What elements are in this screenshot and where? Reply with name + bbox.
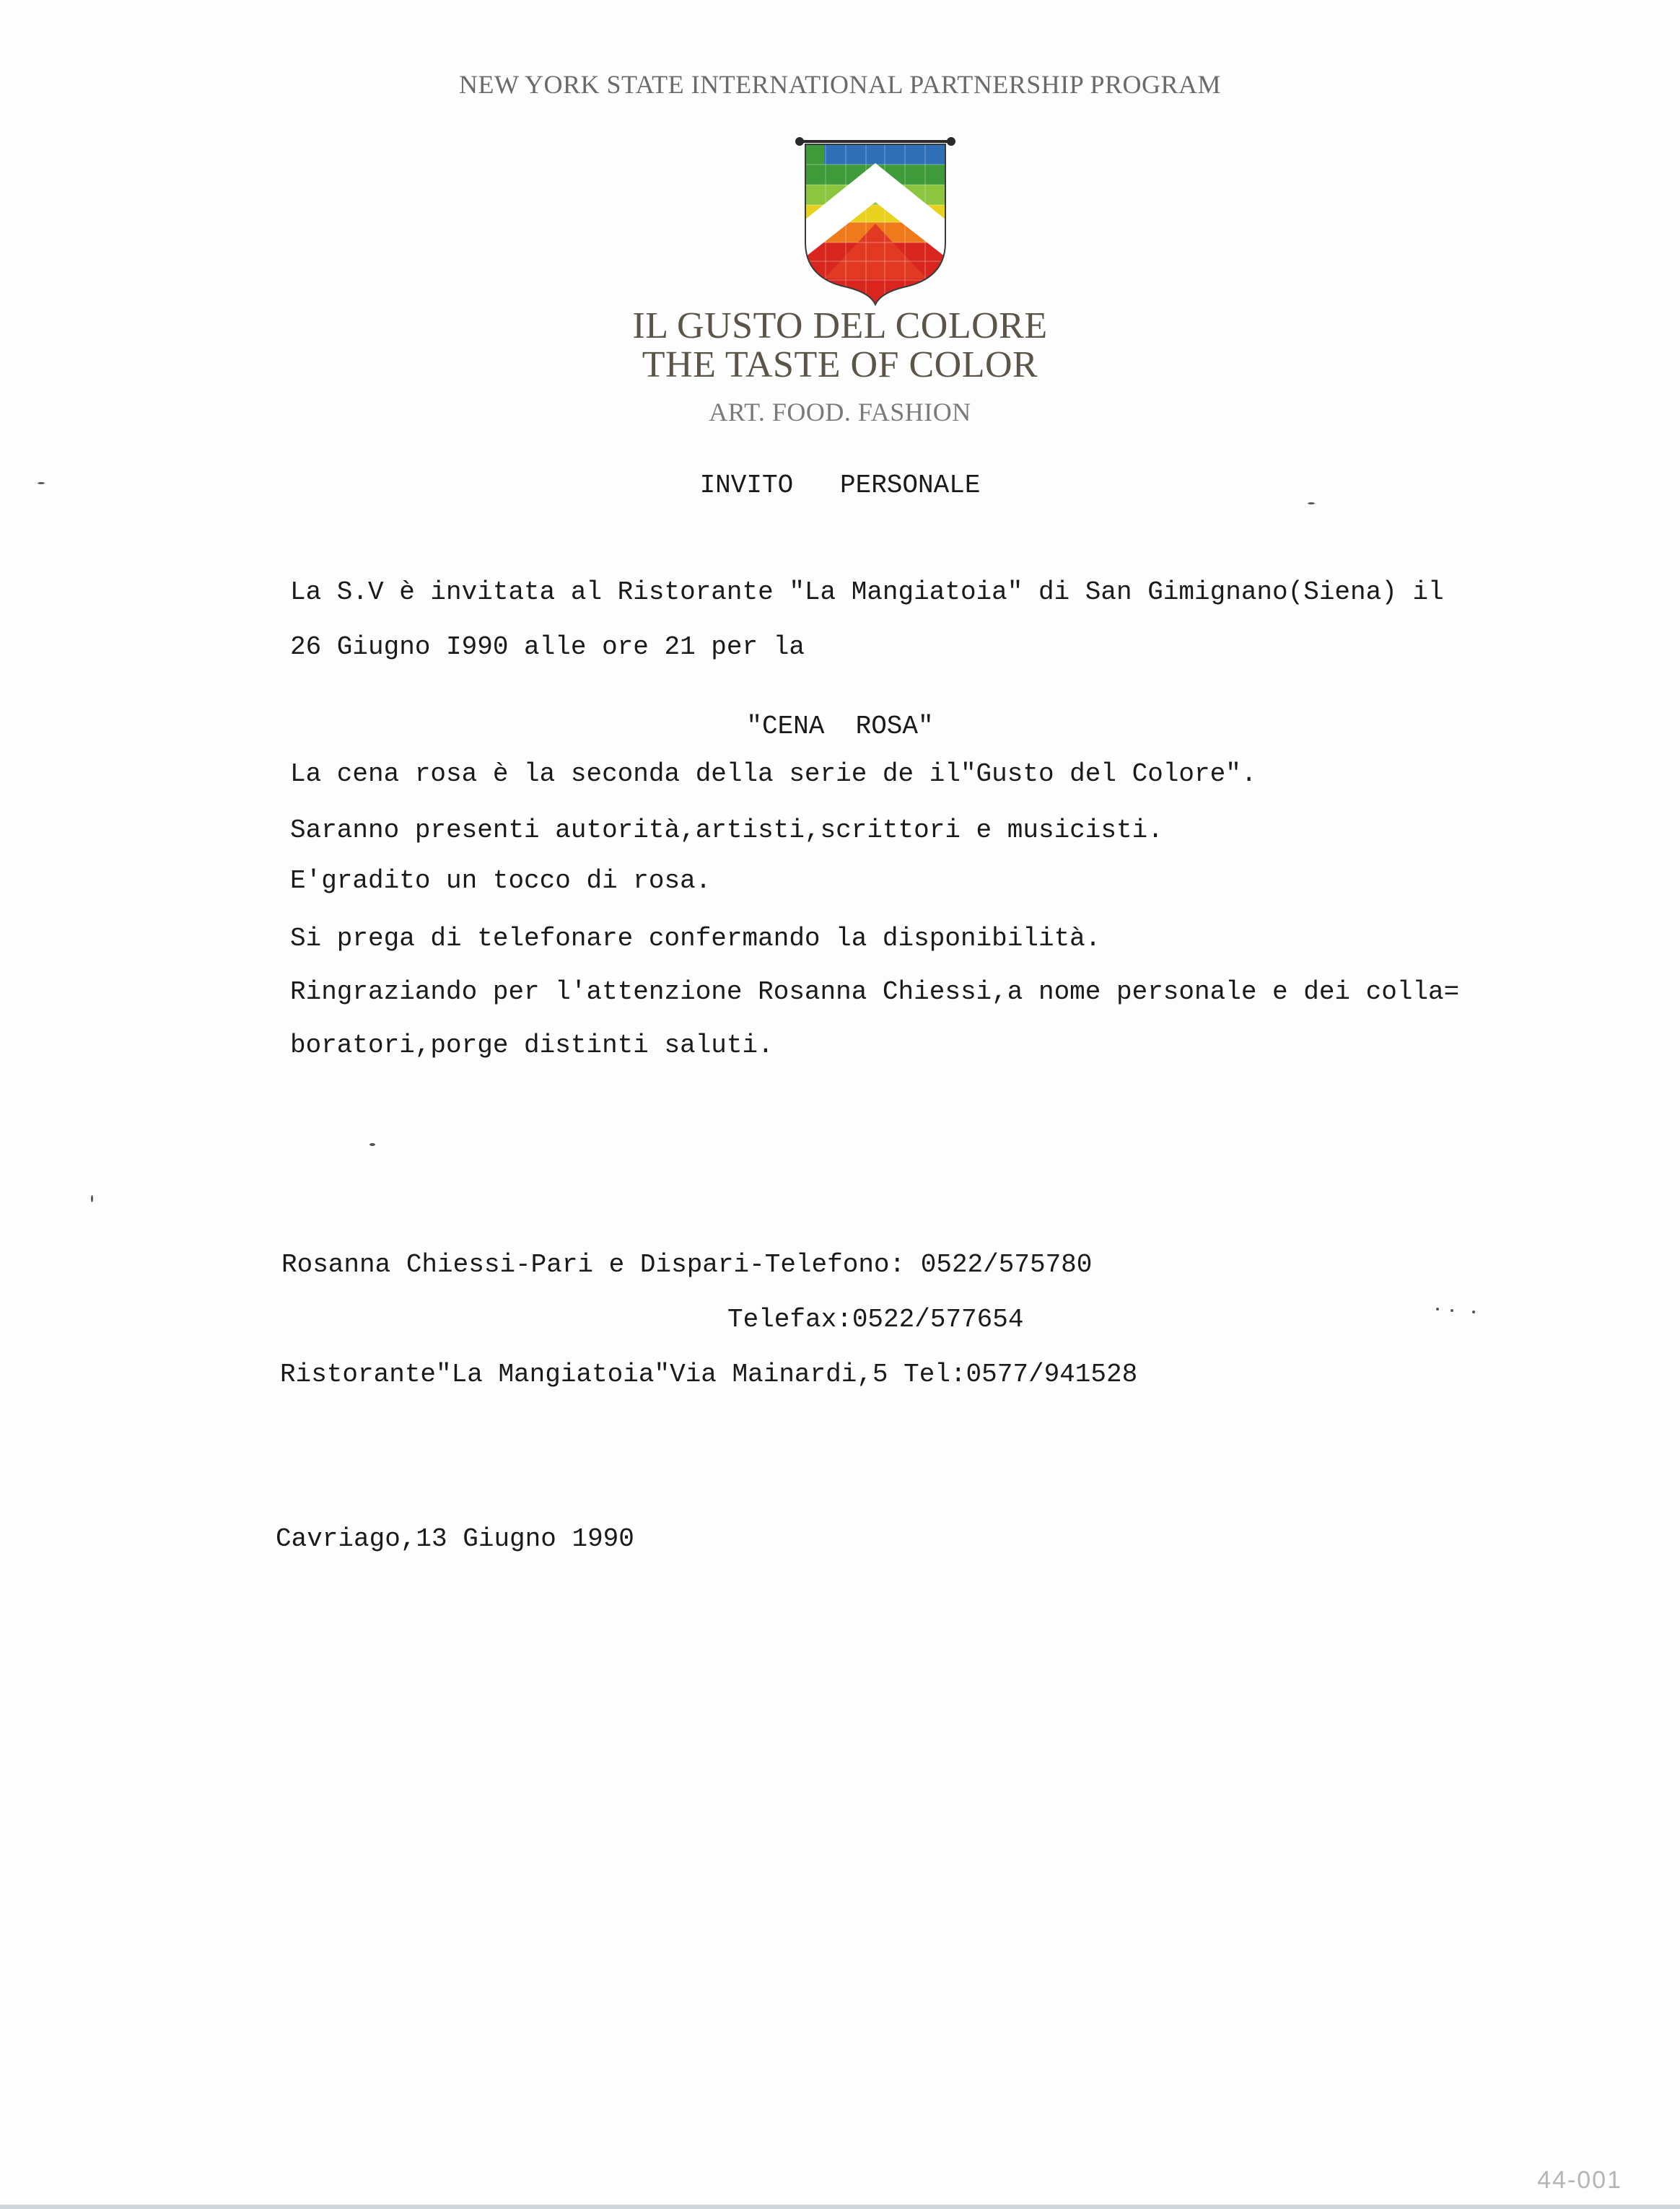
body-line: boratori,porge distinti saluti.: [290, 1031, 774, 1060]
body-line: Saranno presenti autorità,artisti,scrittori e musicisti.: [290, 815, 1163, 845]
intro-line-1: La S.V è invitata al Ristorante "La Mangiatoia" di San Gimignano(Siena) il: [290, 577, 1444, 607]
program-header: NEW YORK STATE INTERNATIONAL PARTNERSHIP PROGRAM: [458, 70, 1221, 99]
date-place: Cavriago,13 Giugno 1990: [276, 1524, 634, 1554]
paper-speck: [91, 1195, 93, 1202]
contact-line-1: Rosanna Chiessi-Pari e Dispari-Telefono: 0522/575780: [281, 1250, 1093, 1280]
intro-line-2: 26 Giugno I990 alle ore 21 per la: [290, 632, 805, 662]
title-italian: IL GUSTO DEL COLORE: [632, 305, 1048, 346]
paper-speck: [1308, 502, 1315, 504]
scan-bottom-edge: [0, 2205, 1680, 2209]
crest-logo: [795, 134, 955, 307]
body-line: E'gradito un tocco di rosa.: [290, 866, 712, 896]
event-name: "CENA ROSA": [746, 712, 934, 741]
paper-speck: [38, 482, 45, 484]
invitation-heading: INVITO PERSONALE: [699, 471, 981, 500]
contact-line-3: Ristorante"La Mangiatoia"Via Mainardi,5 Tel:0577/941528: [280, 1360, 1138, 1389]
body-line: La cena rosa è la seconda della serie de il"Gusto del Colore".: [290, 759, 1257, 789]
body-line: Si prega di telefonare confermando la disponibilità.: [290, 924, 1101, 953]
paper-speck: [369, 1143, 375, 1146]
paper-speck: [1451, 1309, 1453, 1312]
title-english: THE TASTE OF COLOR: [642, 344, 1038, 385]
archive-number: 44-001: [1537, 2166, 1622, 2194]
subtitle: ART. FOOD. FASHION: [709, 398, 971, 427]
paper-speck: [1472, 1311, 1475, 1313]
contact-line-2: Telefax:0522/577654: [727, 1305, 1024, 1334]
paper-speck: [1436, 1308, 1439, 1311]
body-line: Ringraziando per l'attenzione Rosanna Chiessi,a nome personale e dei colla=: [290, 977, 1460, 1007]
